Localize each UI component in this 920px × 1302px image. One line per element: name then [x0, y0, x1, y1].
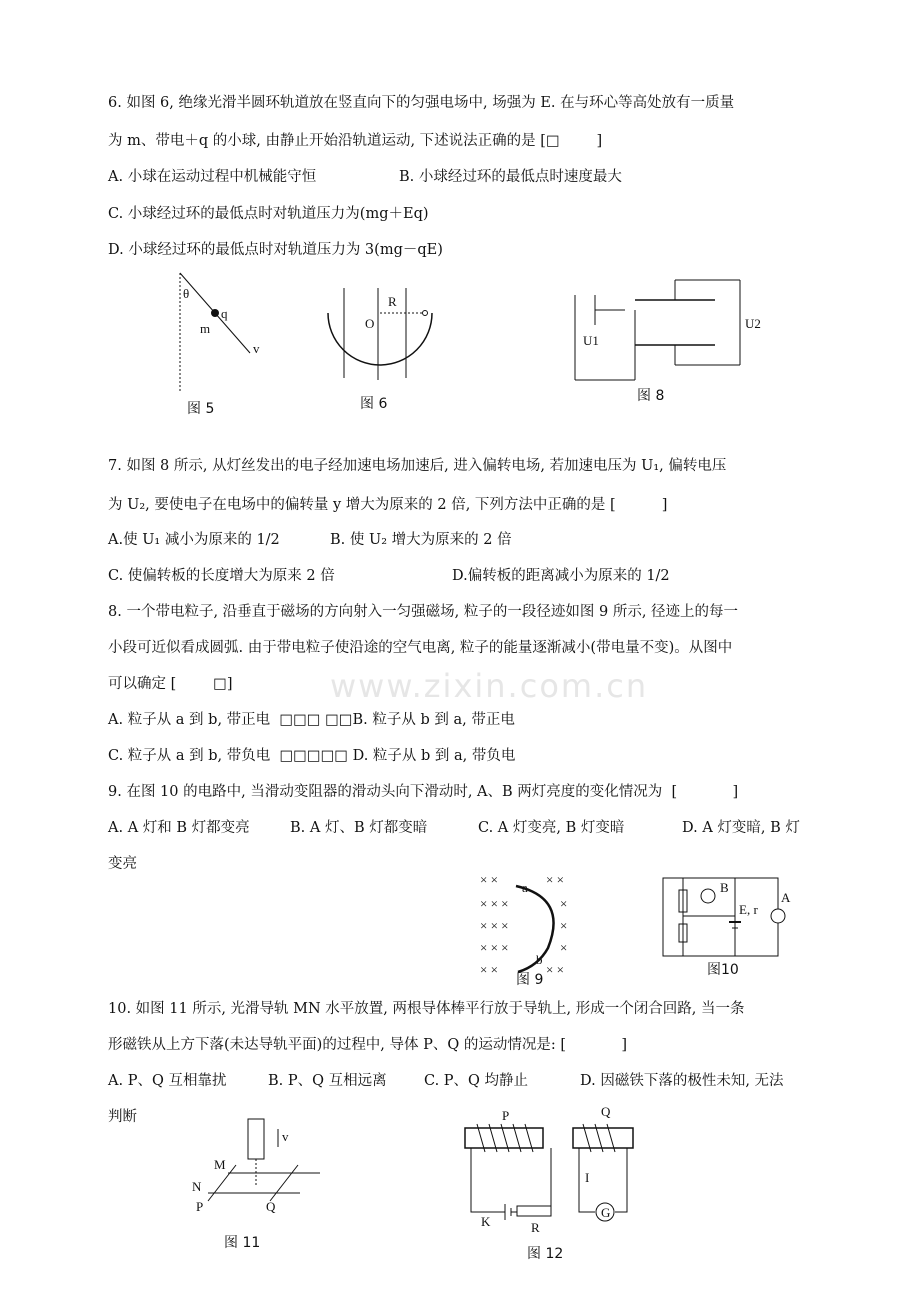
q10-option-b: B. P、Q 互相远离: [268, 1073, 387, 1089]
figure-5: [165, 268, 275, 418]
q7-option-a: A.使 U₁ 减小为原来的 1/2: [108, 532, 280, 548]
q9-option-b: B. A 灯、B 灯都变暗: [290, 820, 428, 836]
battery-label: E, r: [739, 902, 758, 917]
q7-option-c: C. 使偏转板的长度增大为原来 2 倍: [108, 568, 335, 584]
figure-8: [565, 270, 765, 410]
svg-text:× × ×: × × ×: [480, 940, 509, 955]
q7-option-d: D.偏转板的距离减小为原来的 1/2: [452, 568, 670, 584]
switch-k-label: K: [481, 1214, 491, 1229]
svg-text:×: ×: [560, 918, 568, 933]
lamp-b-label: B: [720, 880, 729, 895]
figure-11: [188, 1115, 328, 1255]
lamp-a-label: A: [781, 890, 791, 905]
radius-label: R: [388, 294, 397, 309]
q10-stem-2: 形磁铁从上方下落(未达导轨平面)的过程中, 导体 P、Q 的运动情况是: [ ]: [108, 1037, 628, 1053]
svg-text:× ×: × ×: [480, 872, 498, 887]
velocity-label: v: [282, 1129, 289, 1144]
figure-6-caption: 图 6: [360, 396, 388, 412]
figure-10-caption: 图10: [707, 962, 739, 978]
q6-option-a: A. 小球在运动过程中机械能守恒: [108, 169, 317, 185]
point-a-label: a: [522, 880, 528, 895]
q9-stem: 9. 在图 10 的电路中, 当滑动变阻器的滑动头向下滑动时, A、B 两灯亮度的变化情况为 [ ]: [108, 784, 739, 800]
figure-12: [455, 1100, 645, 1270]
figure-6: [320, 268, 440, 418]
q6-stem-1: 6. 如图 6, 绝缘光滑半圆环轨道放在竖直向下的匀强电场中, 场强为 E. 在与环心等高处放有一质量: [108, 95, 735, 111]
q9-option-d-cont: 变亮: [108, 856, 137, 872]
svg-text:× × ×: × × ×: [480, 918, 509, 933]
charge-label: q: [221, 306, 228, 321]
q7-option-b: B. 使 U₂ 增大为原来的 2 倍: [330, 532, 512, 548]
rheostat-r-label: R: [531, 1220, 540, 1235]
figure-10: [655, 872, 795, 980]
q8-stem-1: 8. 一个带电粒子, 沿垂直于磁场的方向射入一匀强磁场, 粒子的一段径迹如图 9 所示, 径迹上的每一: [108, 604, 739, 620]
q9-option-c: C. A 灯变亮, B 灯变暗: [478, 820, 625, 836]
svg-text:×: ×: [560, 896, 568, 911]
q10-option-a: A. P、Q 互相靠扰: [108, 1073, 227, 1089]
svg-text:×: ×: [560, 940, 568, 955]
current-label: I: [585, 1170, 590, 1185]
mass-label: m: [200, 321, 211, 336]
coil-q-label: Q: [601, 1104, 611, 1119]
figure-12-caption: 图 12: [527, 1246, 564, 1262]
q6-option-d: D. 小球经过环的最低点时对轨道压力为 3(mg－qE): [108, 242, 443, 258]
galvanometer-label: G: [601, 1205, 611, 1220]
theta-label: θ: [183, 286, 190, 301]
figure-9: [478, 868, 588, 986]
q8-stem-3: 可以确定 [ □]: [108, 676, 233, 692]
u1-label: U1: [583, 333, 599, 348]
coil-p-label: P: [502, 1108, 510, 1123]
figure-5-caption: 图 5: [187, 401, 215, 417]
q9-option-a: A. A 灯和 B 灯都变亮: [108, 820, 250, 836]
svg-text:× ×: × ×: [546, 962, 564, 977]
q6-option-b: B. 小球经过环的最低点时速度最大: [399, 169, 622, 185]
q6-option-c: C. 小球经过环的最低点时对轨道压力为(mg＋Eq): [108, 206, 429, 222]
q8-options-ab: A. 粒子从 a 到 b, 带正电 □□□ □□B. 粒子从 b 到 a, 带正电: [108, 712, 515, 728]
figure-9-caption: 图 9: [516, 972, 544, 986]
q10-stem-1: 10. 如图 11 所示, 光滑导轨 MN 水平放置, 两根导体棒平行放于导轨上, 形成一个闭合回路, 当一条: [108, 1001, 745, 1017]
svg-text:× ×: × ×: [480, 962, 498, 977]
rod-q-label: Q: [266, 1199, 276, 1214]
q7-stem-2: 为 U₂, 要使电子在电场中的偏转量 y 增大为原来的 2 倍, 下列方法中正确的是 [ ]: [108, 497, 668, 513]
svg-text:× × ×: × × ×: [480, 896, 509, 911]
u2-label: U2: [745, 316, 761, 331]
svg-text:× ×: × ×: [546, 872, 564, 887]
figure-11-caption: 图 11: [224, 1235, 261, 1251]
q10-option-d: D. 因磁铁下落的极性未知, 无法: [580, 1073, 784, 1089]
q8-options-cd: C. 粒子从 a 到 b, 带负电 □□□□□ D. 粒子从 b 到 a, 带负电: [108, 748, 516, 764]
q10-option-d-cont: 判断: [108, 1109, 137, 1125]
q10-option-c: C. P、Q 均静止: [424, 1073, 529, 1089]
figure-8-caption: 图 8: [637, 388, 665, 404]
rod-p-label: P: [196, 1199, 204, 1214]
velocity-label: v: [253, 341, 260, 356]
center-label: O: [365, 316, 375, 331]
q8-stem-2: 小段可近似看成圆弧. 由于带电粒子使沿途的空气电离, 粒子的能量逐渐减小(带电量不变)。从图中: [108, 640, 733, 656]
q9-option-d: D. A 灯变暗, B 灯: [682, 820, 800, 836]
q7-stem-1: 7. 如图 8 所示, 从灯丝发出的电子经加速电场加速后, 进入偏转电场, 若加速电压为 U₁, 偏转电压: [108, 458, 727, 474]
q6-stem-2: 为 m、带电＋q 的小球, 由静止开始沿轨道运动, 下述说法正确的是 [□ ]: [108, 133, 603, 149]
point-b-label: b: [536, 952, 543, 967]
rail-n-label: N: [192, 1179, 202, 1194]
watermark: www.zixin.com.cn: [330, 667, 649, 705]
rail-m-label: M: [214, 1157, 226, 1172]
